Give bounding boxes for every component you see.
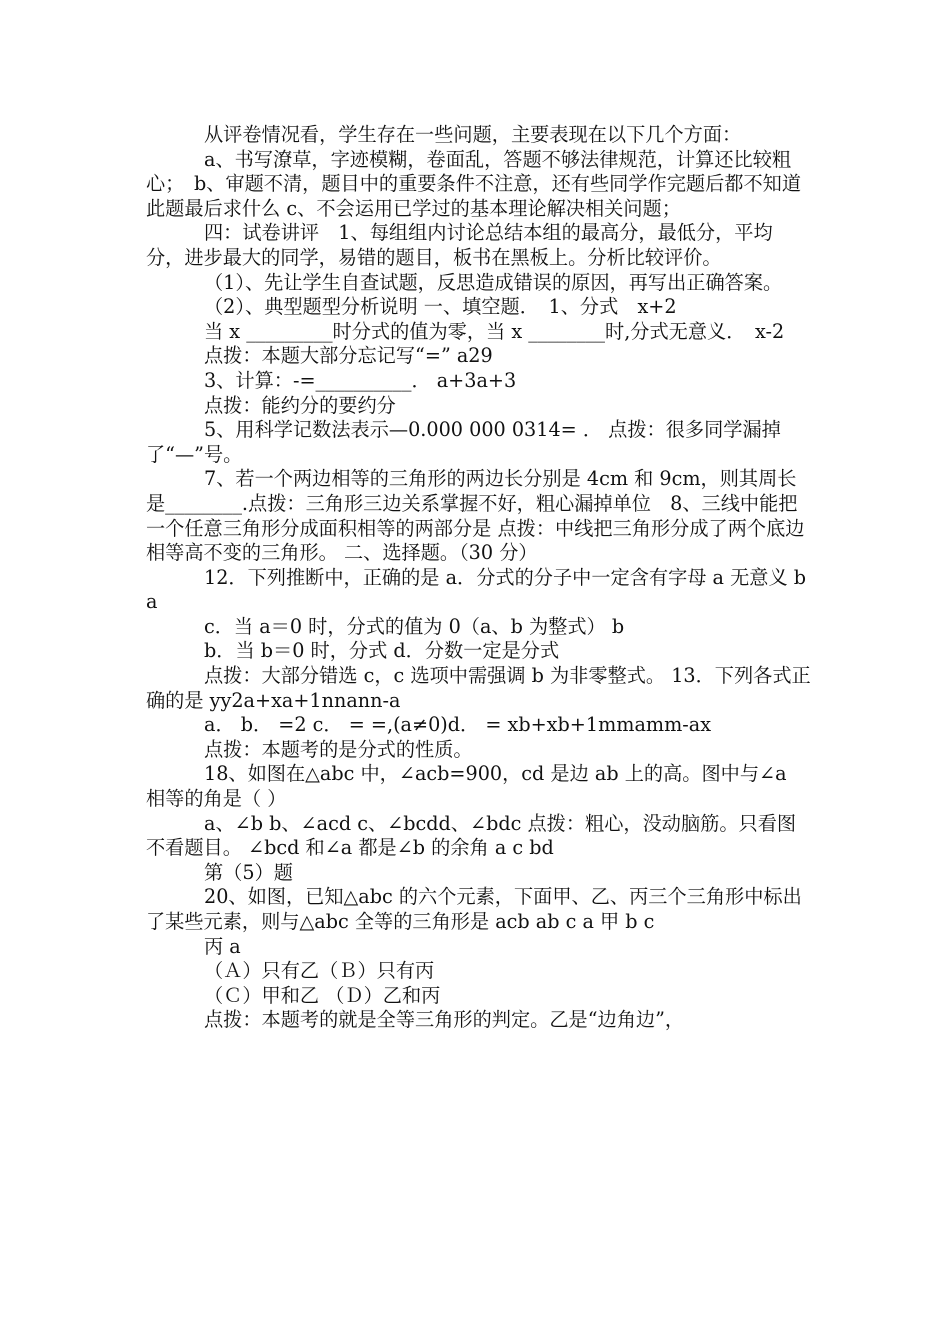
paragraph-choices-ab: （Ａ）只有乙（Ｂ）只有丙 bbox=[204, 959, 435, 983]
paragraph-figure-caption: 第（5）题 bbox=[204, 860, 293, 884]
paragraph-question-20: 20、如图，已知△abc 的六个元素，下面甲、乙、丙三个三角形中标出了某些元素，则与△abc 全等的三角形是 acb ab c a 甲 b c bbox=[146, 885, 802, 933]
paragraph-question-5: 5、用科学记数法表示—0.000 000 0314= ． 点拨：很多同学漏掉了“—”号。 bbox=[146, 418, 781, 466]
paragraph-options-13: a． b． =2 c． = =,(a≠0)d． = xb+xb+1mmamm-ax bbox=[204, 713, 712, 737]
paragraph-options-18: a、∠b b、∠acd c、∠bcdd、∠bdc 点拨：粗心，没动脑筋。只看图不看题目。 ∠bcd 和∠a 都是∠b 的余角 a c bd bbox=[146, 811, 797, 860]
paragraph-question-7: 7、若一个两边相等的三角形的两边长分别是 4cm 和 9cm，则其周长是________.点拨：三角形三边关系掌握不好，粗心漏掉单位 8、三线中能把一个任意三角形分成面积相等的两部分是 点拨：中线把三角形分成了两个底边相等高不变的三角形。 二、选择题。（30 分） bbox=[146, 467, 805, 565]
paragraph-hint-1: 点拨：本题大部分忘记写“=” a29 bbox=[204, 344, 493, 368]
paragraph-hint-12: 点拨：大部分错选 c，c 选项中需强调 b 为非零整式。 13．下列各式正确的是 yy2a+xa+1nnann-a bbox=[146, 664, 811, 712]
document-body bbox=[146, 123, 811, 1033]
paragraph-question-3: 3、计算：-=__________． a+3a+3 bbox=[204, 368, 517, 392]
paragraph-hint-13: 点拨：本题考的是分式的性质。 bbox=[204, 737, 473, 761]
paragraph-fill-blank-1: 当 x _________时分式的值为零，当 x ________时,分式无意义． x-2 bbox=[204, 319, 785, 343]
paragraph-typical-analysis: （2）、典型题型分析说明 一、填空题． 1、分式 x+2 bbox=[204, 295, 677, 319]
paragraph-problems: a、书写潦草，字迹模糊，卷面乱，答题不够法律规范，计算还比较粗心； b、审题不清，题目中的重要条件不注意，还有些同学作完题后都不知道此题最后求什么 c、不会运用已学过的基本理论解决相关问题； bbox=[146, 147, 802, 220]
paragraph-question-18: 18、如图在△abc 中，∠acb=900，cd 是边 ab 上的高。图中与∠a 相等的角是（ ） bbox=[146, 762, 787, 811]
paragraph-section-four: 四：试卷讲评 1、每组组内讨论总结本组的最高分，最低分，平均分，进步最大的同学，易错的题目，板书在黑板上。分析比较评价。 bbox=[146, 221, 773, 269]
paragraph-figure-label: 丙 a bbox=[204, 934, 241, 958]
paragraph-self-check: （1）、先让学生自查试题，反思造成错误的原因，再写出正确答案。 bbox=[204, 270, 783, 294]
paragraph-intro: 从评卷情况看，学生存在一些问题，主要表现在以下几个方面： bbox=[204, 123, 742, 146]
paragraph-choices-cd: （Ｃ）甲和乙 （Ｄ）乙和丙 bbox=[204, 983, 441, 1007]
paragraph-hint-3: 点拨：能约分的要约分 bbox=[204, 393, 396, 417]
paragraph-hint-20: 点拨：本题考的就是全等三角形的判定。乙是“边角边”， bbox=[204, 1008, 685, 1032]
paragraph-question-12: 12．下列推断中，正确的是 a．分式的分子中一定含有字母 a 无意义 ba bbox=[146, 565, 807, 614]
paragraph-option-b: b．当 b＝0 时，分式 d．分数一定是分式 bbox=[204, 639, 560, 663]
paragraph-option-c: c．当 a＝0 时，分式的值为 0（a、b 为整式） b bbox=[204, 614, 625, 638]
